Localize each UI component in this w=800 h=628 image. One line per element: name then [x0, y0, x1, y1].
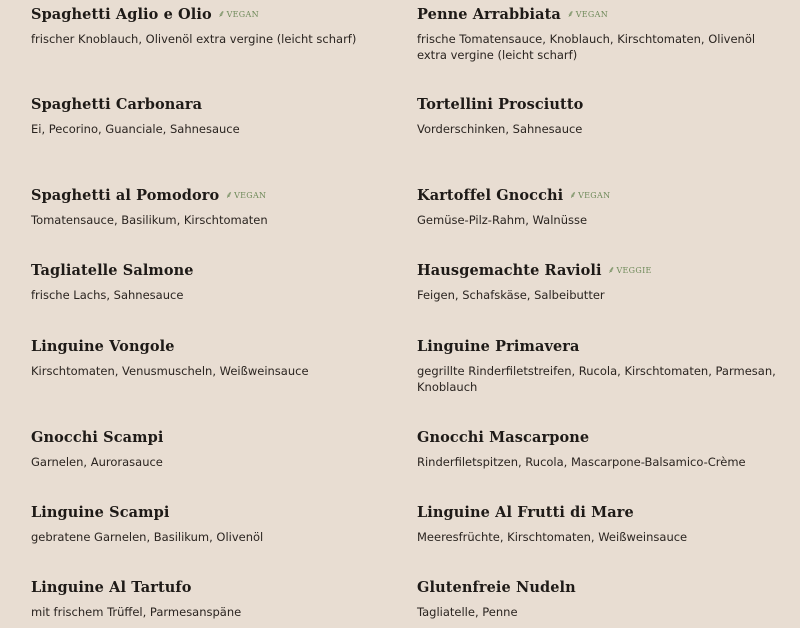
dish-description: Tagliatelle, Penne	[417, 605, 518, 619]
dish-description: Gemüse-Pilz-Rahm, Walnüsse	[417, 213, 588, 227]
dish-name: Linguine Primavera	[417, 338, 580, 355]
dish-name: Spaghetti al Pomodoro	[31, 187, 220, 204]
dish-title	[417, 96, 777, 114]
leaf-icon: ⸙	[217, 9, 226, 20]
menu-item	[417, 6, 777, 63]
dish-title	[417, 187, 777, 205]
dish-name: Hausgemachte Ravioli	[417, 262, 602, 279]
diet-badge-label: VEGAN	[578, 191, 611, 200]
leaf-icon: ⸙	[566, 9, 575, 20]
dish-title	[31, 504, 391, 522]
dish-description: Feigen, Schafskäse, Salbeibutter	[417, 288, 605, 302]
dish-description: frische Tomatensauce, Knoblauch, Kirschtomaten, Olivenöl extra vergine (leicht scharf)	[417, 32, 756, 62]
dish-name: Kartoffel Gnocchi	[417, 187, 564, 204]
dish-title	[417, 429, 777, 447]
dish-title	[417, 262, 777, 280]
dish-name: Linguine Vongole	[31, 338, 175, 355]
dish-description: Garnelen, Aurorasauce	[31, 455, 163, 469]
dish-description: Meeresfrüchte, Kirschtomaten, Weißweinsauce	[417, 530, 688, 544]
menu-item	[31, 338, 391, 379]
dish-title	[31, 6, 391, 24]
menu-item	[417, 262, 777, 303]
diet-badge-label: VEGAN	[226, 10, 259, 19]
diet-badge-label: VEGAN	[234, 191, 267, 200]
menu-item	[417, 504, 777, 545]
dish-name: Linguine Al Frutti di Mare	[417, 504, 634, 521]
dish-description: Ei, Pecorino, Guanciale, Sahnesauce	[31, 122, 240, 136]
diet-badge	[569, 187, 610, 205]
leaf-icon: ⸙	[569, 190, 578, 201]
menu-item	[31, 96, 391, 137]
menu-item	[417, 96, 777, 137]
dish-description: Kirschtomaten, Venusmuscheln, Weißweinsauce	[31, 364, 309, 378]
diet-badge	[225, 187, 266, 205]
menu-item	[417, 579, 777, 620]
diet-badge-label: VEGGIE	[616, 266, 652, 275]
dish-title	[31, 429, 391, 447]
dish-title	[417, 579, 777, 597]
dish-description: Vorderschinken, Sahnesauce	[417, 122, 583, 136]
menu-item	[31, 429, 391, 470]
dish-name: Spaghetti Aglio e Olio	[31, 6, 212, 23]
dish-name: Glutenfreie Nudeln	[417, 579, 576, 596]
menu-item	[31, 579, 391, 620]
dish-name: Penne Arrabbiata	[417, 6, 561, 23]
dish-name: Linguine Al Tartufo	[31, 579, 192, 596]
dish-title	[31, 338, 391, 356]
dish-title	[417, 338, 777, 356]
dish-description: Rinderfiletspitzen, Rucola, Mascarpone-Balsamico-Crème	[417, 455, 746, 469]
dish-name: Tagliatelle Salmone	[31, 262, 194, 279]
menu-item	[417, 429, 777, 470]
dish-title	[31, 187, 391, 205]
dish-description: gegrillte Rinderfiletstreifen, Rucola, Kirschtomaten, Parmesan, Knoblauch	[417, 364, 776, 394]
diet-badge	[567, 6, 608, 24]
dish-name: Spaghetti Carbonara	[31, 96, 203, 113]
dish-description: frischer Knoblauch, Olivenöl extra vergine (leicht scharf)	[31, 32, 357, 46]
dish-description: gebratene Garnelen, Basilikum, Olivenöl	[31, 530, 264, 544]
dish-description: Tomatensauce, Basilikum, Kirschtomaten	[31, 213, 268, 227]
dish-name: Gnocchi Scampi	[31, 429, 164, 446]
dish-description: mit frischem Trüffel, Parmesanspäne	[31, 605, 242, 619]
diet-badge	[218, 6, 259, 24]
diet-badge	[608, 262, 652, 280]
menu-item	[417, 187, 777, 228]
leaf-icon: ⸙	[225, 190, 234, 201]
dish-title	[417, 504, 777, 522]
leaf-icon: ⸙	[607, 265, 616, 276]
menu-item	[31, 187, 391, 228]
menu-item	[31, 504, 391, 545]
dish-name: Tortellini Prosciutto	[417, 96, 584, 113]
dish-title	[31, 96, 391, 114]
dish-name: Linguine Scampi	[31, 504, 170, 521]
dish-description: frische Lachs, Sahnesauce	[31, 288, 184, 302]
dish-name: Gnocchi Mascarpone	[417, 429, 590, 446]
menu-item	[417, 338, 777, 395]
diet-badge-label: VEGAN	[575, 10, 609, 19]
menu-item	[31, 262, 391, 303]
menu-item	[31, 6, 391, 47]
dish-title	[31, 579, 391, 597]
dish-title	[417, 6, 777, 24]
dish-title	[31, 262, 391, 280]
